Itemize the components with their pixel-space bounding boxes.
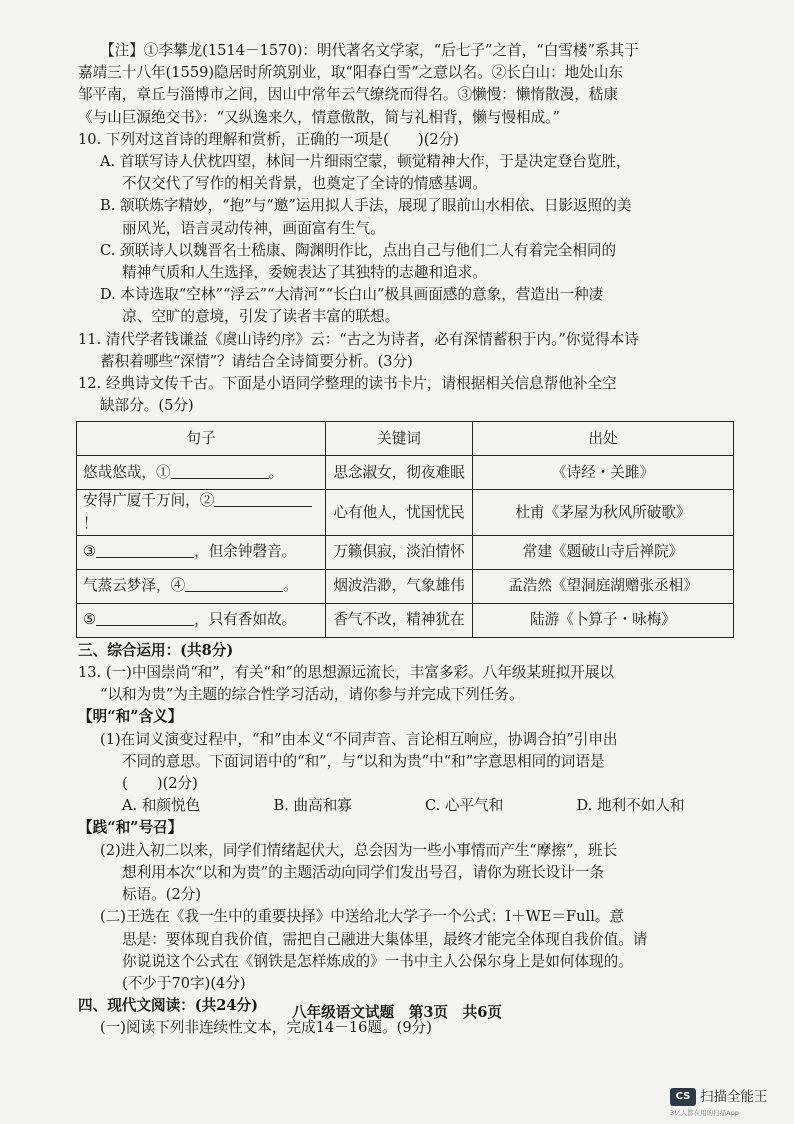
q10-option-c-cont: 精神气质和人生选择，委婉表达了其独特的志趣和追求。 bbox=[122, 264, 487, 282]
part-2-line1: (二)王选在《我一生中的重要抉择》中送给北大学子一个公式：I＋WE＝Full。意 bbox=[100, 908, 625, 926]
task-1-line3: ( )(2分) bbox=[122, 775, 198, 793]
watermark-name: 扫描全能王 bbox=[700, 1089, 768, 1105]
keyword-cell: 思念淑女，彻夜难眠 bbox=[326, 456, 473, 490]
question-11-line2: 蓄积着哪些“深情”？请结合全诗简要分析。(3分) bbox=[100, 352, 413, 370]
watermark-subtitle: 3亿人都在用的扫描App bbox=[670, 1109, 739, 1117]
q10-option-a: A. 首联写诗人伏枕四望，林间一片细雨空蒙，顿觉精神大作，于是决定登台览胜， bbox=[100, 153, 631, 171]
task-1-line1: (1)在词义演变过程中，“和”由本义“不同声音、言论相互响应，协调合拍”引申出 bbox=[100, 730, 618, 748]
section-3-title: 三、综合运用：(共8分) bbox=[78, 641, 234, 659]
sentence-post: 。 bbox=[268, 463, 284, 481]
fill-blank-5[interactable] bbox=[96, 610, 194, 626]
question-12-line1: 12. 经典诗文传千古。下面是小语同学整理的读书卡片，请根据相关信息帮他补全空 bbox=[78, 375, 617, 393]
sentence-cell bbox=[77, 490, 326, 535]
sentence-post: 。 bbox=[283, 577, 298, 595]
source-cell: 常建《题破山寺后禅院》 bbox=[473, 535, 734, 569]
part-2-line2: 思是：要体现自我价值，需把自己融进大集体里，最终才能完全体现自我价值。请 bbox=[122, 930, 648, 948]
question-12-line2: 缺部分。(5分) bbox=[100, 397, 194, 415]
q10-option-b: B. 颔联炼字精妙，“抱”与“邀”运用拟人手法，展现了眼前山水相依、日影返照的美 bbox=[100, 197, 632, 215]
option-a: A. 和颜悦色 bbox=[122, 797, 201, 815]
sentence-cell bbox=[77, 569, 326, 603]
task-1-heading: 【明“和”含义】 bbox=[78, 708, 183, 726]
scanner-watermark bbox=[670, 1086, 780, 1118]
task-1-options bbox=[78, 795, 728, 817]
table-row bbox=[77, 535, 734, 569]
sentence-cell bbox=[77, 535, 326, 569]
q10-option-d-cont: 凉、空旷的意境，引发了读者丰富的联想。 bbox=[122, 308, 400, 326]
keyword-cell: 心有他人，忧国忧民 bbox=[326, 490, 473, 535]
header-sentence: 句子 bbox=[77, 422, 326, 456]
exam-content bbox=[78, 40, 728, 1040]
fill-blank-2[interactable] bbox=[214, 491, 312, 507]
note-line: 邹平南，章丘与淄博市之间，因山中常年云气缭绕而得名。③懒慢：懒惰散漫，嵇康 bbox=[78, 86, 618, 104]
sentence-pre: 安得广厦千万间，② bbox=[83, 492, 215, 510]
sentence-pre: 悠哉悠哉，① bbox=[83, 463, 171, 481]
table-row bbox=[77, 490, 734, 535]
q10-option-a-cont: 不仅交代了写作的相关背景，也奠定了全诗的情感基调。 bbox=[122, 175, 487, 193]
fill-blank-3[interactable] bbox=[96, 542, 194, 558]
part-2-line3: 你说说这个公式在《钢铁是怎样炼成的》一书中主人公保尔身上是如何体现的。 bbox=[122, 952, 633, 970]
question-13-line1: 13. (一)中国崇尚“和”，有关“和”的思想源远流长，丰富多彩。八年级某班拟开展以 bbox=[78, 664, 615, 682]
option-c: C. 心平气和 bbox=[425, 797, 504, 815]
note-line: 嘉靖三十八年(1559)隐居时所筑别业，取“阳春白雪”之意以名。②长白山：地处山东 bbox=[78, 64, 624, 82]
keyword-cell: 香气不改，精神犹在 bbox=[326, 603, 473, 637]
section-4-line1: (一)阅读下列非连续性文本，完成14－16题。(9分) bbox=[100, 1019, 432, 1037]
source-cell: 孟浩然《望洞庭湖赠张丞相》 bbox=[473, 569, 734, 603]
page-footer: 八年级语文试题 第3页 共6页 bbox=[291, 1004, 503, 1021]
table-header-row bbox=[77, 422, 734, 456]
source-cell: 杜甫《茅屋为秋风所破歌》 bbox=[473, 490, 734, 535]
table-row bbox=[77, 603, 734, 637]
task-2-heading: 【践“和”号召】 bbox=[78, 819, 183, 837]
sentence-cell bbox=[77, 603, 326, 637]
sentence-pre: ③ bbox=[83, 543, 97, 561]
header-keyword: 关键词 bbox=[326, 422, 473, 456]
fill-blank-4[interactable] bbox=[185, 576, 283, 592]
source-cell: 《诗经・关雎》 bbox=[473, 456, 734, 490]
question-10-stem: 10. 下列对这首诗的理解和赏析，正确的一项是( )(2分) bbox=[78, 130, 459, 148]
note-line: 《与山巨源绝交书》：“又纵逸来久，情意傲散，简与礼相背，懒与慢相成。” bbox=[78, 108, 560, 126]
sentence-pre: ⑤ bbox=[83, 611, 97, 629]
section-4-title: 四、现代文阅读：(共24分) bbox=[78, 997, 259, 1015]
camscanner-logo-icon: CS bbox=[670, 1088, 696, 1106]
keyword-cell: 烟波浩渺，气象雄伟 bbox=[326, 569, 473, 603]
task-1-line2: 不同的意思。下面词语中的“和”，与“以和为贵”中“和”字意思相同的词语是 bbox=[122, 752, 605, 770]
task-2-line2: 想利用本次“以和为贵”的主题活动向同学们发出号召，请你为班长设计一条 bbox=[122, 863, 604, 881]
sentence-pre: 气蒸云梦泽，④ bbox=[83, 577, 186, 595]
keyword-cell: 万籁俱寂，淡泊情怀 bbox=[326, 535, 473, 569]
reading-card-table bbox=[76, 421, 734, 637]
fill-blank-1[interactable] bbox=[171, 463, 269, 479]
sentence-post: ，但余钟磬音。 bbox=[194, 543, 297, 561]
option-d: D. 地利不如人和 bbox=[576, 797, 685, 815]
question-11-line1: 11. 清代学者钱谦益《虞山诗约序》云：“古之为诗者，必有深情蓄积于内。”你觉得本诗 bbox=[78, 330, 639, 348]
task-2-line1: (2)进入初二以来，同学们情绪起伏大，总会因为一些小事情而产生“摩擦”，班长 bbox=[100, 841, 618, 859]
table-row bbox=[77, 456, 734, 490]
note-line: 【注】①李攀龙(1514－1570)：明代著名文学家，“后七子”之首，“白雪楼”系其于 bbox=[100, 42, 639, 59]
q10-option-d: D. 本诗选取“空林”“浮云”“大清河”“长白山”极具画面感的意象，营造出一种凄 bbox=[100, 286, 604, 304]
source-cell: 陆游《卜算子・咏梅》 bbox=[473, 603, 734, 637]
task-2-line3: 标语。(2分) bbox=[122, 886, 202, 904]
option-b: B. 曲高和寡 bbox=[273, 797, 352, 815]
part-2-line4: (不少于70字)(4分) bbox=[122, 974, 246, 992]
q10-option-c: C. 颈联诗人以魏晋名士嵇康、陶渊明作比，点出自己与他们二人有着完全相同的 bbox=[100, 241, 617, 259]
sentence-post: ！ bbox=[83, 514, 98, 532]
question-13-line2: “以和为贵”为主题的综合性学习活动，请你参与并完成下列任务。 bbox=[100, 686, 524, 704]
q10-option-b-cont: 丽风光，语言灵动传神，画面富有生气。 bbox=[122, 219, 385, 237]
table-row bbox=[77, 569, 734, 603]
sentence-cell bbox=[77, 456, 326, 490]
sentence-post: ，只有香如故。 bbox=[194, 611, 297, 629]
header-source: 出处 bbox=[473, 422, 734, 456]
